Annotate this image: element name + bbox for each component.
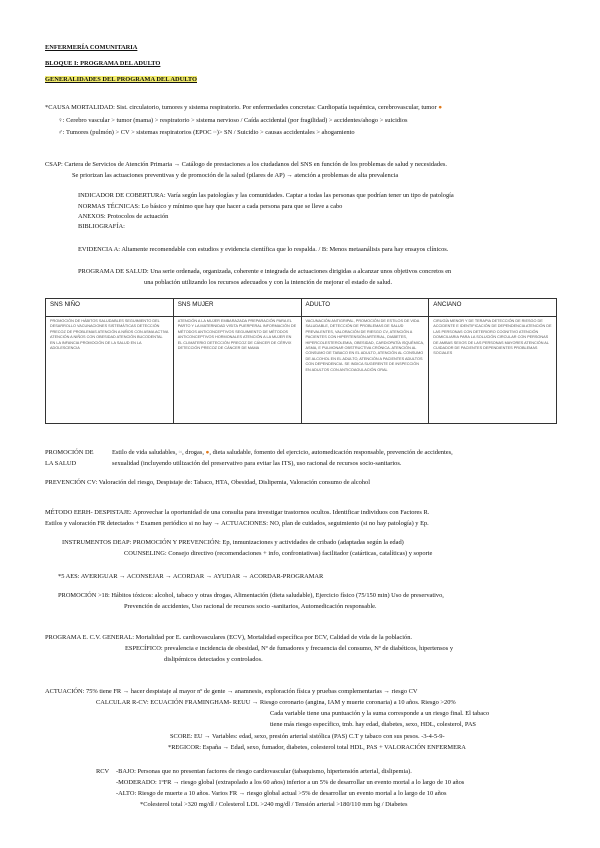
subject-title: ENFERMERÍA COMUNITARIA bbox=[45, 44, 138, 51]
score-line: SCORE: EU → Variables: edad, sexo, presión arterial sistólica (PAS) C.T y tabaco con sus pesos. -3-4-5-9- bbox=[170, 733, 445, 740]
promocion-text-a: Estilo de vida saludables, bbox=[112, 449, 177, 456]
metodo-line-2: Estilos y valoración FR detectados + Examen periódico si no hay → ACTUACIONES: NO, plan de cuidados, seguimiento (si no hay patología) y Ep. bbox=[45, 520, 429, 527]
table-header-cell: ADULTO bbox=[301, 299, 429, 317]
mortality-line-3b-text: )> SN / Suicidio > causas accidentales > ahogamiento bbox=[216, 129, 355, 136]
programa-salud-line-1: PROGRAMA DE SALUD: Una serie ordenada, organizada, coherente e integrada de actuaciones dirigidas a alcanzar unos objetivos concretos en bbox=[78, 268, 452, 275]
mortality-line-1 bbox=[45, 104, 442, 112]
mortality-line-3-text: : Tumores (pulmón) > CV > sistemas respiratorios (EPOC bbox=[62, 129, 212, 136]
table-header-row bbox=[46, 299, 557, 317]
programa-ecv-text-2: prevalencia e incidencia de obesidad, Nº de fumadores y frecuencia del consumo, Nº de diabéticos, hipertensos y bbox=[164, 645, 454, 652]
normas-line: NORMAS TÉCNICAS: Lo básico y mínimo que hay que hacer a cada persona para que se lleve a cabo bbox=[78, 203, 343, 210]
evidencia-line: EVIDENCIA A: Altamente recomendable con estudios y evidencia científica que lo respalda. / B: Menos metaanálisis para hay ensayos clínicos. bbox=[78, 246, 449, 253]
male-symbol-icon: ♂ bbox=[58, 129, 63, 136]
programa-ecv-line-3: dislipémicos detectados y controlados. bbox=[164, 656, 263, 663]
csap-line-1-text: Cartera de Servicios de Atención Primaria → Catálogo de prestaciones a los ciudadanos del SNS en función de los problemas de salud y necesidades. bbox=[64, 161, 447, 168]
rcv-line-2: -MODERADO: 1ºFR → riesgo global (extrapolado a los 60 años) inferior a un 5% de desarrollar un evento mortal a lo largo de 10 años bbox=[116, 779, 465, 786]
programs-table bbox=[45, 298, 557, 424]
block-title: BLOQUE I: PROGRAMA DEL ADULTO bbox=[45, 60, 161, 67]
smoking-emoji-icon: ≈ bbox=[213, 129, 217, 136]
table-row bbox=[46, 317, 557, 424]
metodo-line-1: MÉTODO EERH- DESPISTAJE: Aprovechar la oportunidad de una consulta para investigar trastornos ocultos. Identificar individuos con Factores R. bbox=[45, 509, 430, 516]
actuacion-line-3: Cada variable tiene una puntuación y la suma corresponde a un riesgo final. El tabaco bbox=[270, 710, 490, 717]
instrumentos-line-2: COUNSELING: Consejo directivo (recomendaciones + info, confrontativas) facilitador (catárticas, catalíticas) y soporte bbox=[124, 550, 433, 557]
programa-ecv-text-1: Mortalidad por E. cardiovasculares (ECV), Mortalidad específica por ECV, Calidad de vida de la población. bbox=[135, 634, 412, 641]
mortality-line-2-text: : Cerebro vascular > tumor (mama) > respiratorio > sistema nervioso / Caída accidental (por fragilidad) > accidentes/ahogo > suicidios bbox=[62, 117, 408, 124]
cinco-aes-line: *5 AES: AVERIGUAR → ACONSEJAR → ACORDAR → AYUDAR → ACORDAR-PROGRAMAR bbox=[58, 573, 324, 580]
programa-ecv-label-2: ESPECÍFICO: bbox=[125, 645, 163, 652]
rcv-label: RCV bbox=[96, 768, 110, 775]
programa-salud-line-2: una población utilizando los recursos adecuados y con la intención de mejorar el estado de salud. bbox=[144, 279, 393, 286]
actuacion-line-4: tiene más riesgo específico, tmb. hay edad, diabetes, sexo, HDL, colesterol, PAS bbox=[270, 721, 476, 728]
rcv-line-4: *Colesterol total >320 mg/dl / Colesterol LDL >240 mg/dl / Tensión arterial >180/110 mm hg / Diabetes bbox=[140, 801, 408, 808]
actuacion-line-2: CALCULAR R-CV: ECUACIÓN FRAMINGHAM- REUU → Riesgo coronario (angina, IAM y muerte coronaria) a 10 años. Riesgo >20% bbox=[96, 699, 456, 706]
mortality-line-3 bbox=[58, 129, 355, 137]
mortality-line-1-text: *CAUSA MORTALIDAD: Sist. circulatorio, tumores y sistema respiratorio. Por enfermedades concretas: Cardiopatía isquémica, cerebrovascular, tumor bbox=[45, 104, 437, 111]
promocion-18-line-2: Prevención de accidentes, Uso racional de recursos socio -sanitarios, Automedicación responsable. bbox=[124, 603, 377, 610]
rcv-line-1: -BAJO: Personas que no presentan factores de riesgo cardiovascular (tabaquismo, hipertensión arterial, dislipemia). bbox=[116, 768, 412, 775]
indicador-line: INDICADOR DE COBERTURA: Varía según las patologías y las comunidades. Captar a todas las personas que podrían tener un tipo de patología bbox=[78, 192, 454, 199]
csap-line-1 bbox=[45, 161, 447, 169]
table-cell: CIRUGÍA MENOR Y DE TERAPIA DETECCIÓN DE RIESGO DE ACCIDENTE E IDENTIFICACIÓN DE DEPENDENCIA ATENCIÓN DE LAS PERSONAS CON DETERIORO COGNITIVO ATENCIÓN DOMICILIARIA PARA LA SOLUCIÓN CIRCULAR CON PERSONAS DE AMBAS SEXOS DE LAS PERSONAS MAYORES ATENCIÓN AL CUIDADOR DE PACIENTES DEPENDIENTES PROBLEMAS SOCIALES bbox=[429, 317, 557, 424]
mortality-line-2 bbox=[58, 117, 408, 125]
prevencion-text: Valoración del riesgo, Despistaje de: Tabaco, HTA, Obesidad, Dislipemia, Valoración consumo de alcohol bbox=[98, 479, 370, 486]
table-cell: VACUNACIÓN ANTIGRIPAL, PROMOCIÓN DE ESTILOS DE VIDA SALUDABLE, DETECCIÓN DE PROBLEMAS DE SALUD PREVALENTES, VALORACIÓN DE RIESGO CV, ATENCIÓN A PACIENTES CON HIPERTENSIÓN ARTERIAL, DIABETES, HIPERCOLESTEROLEMIA, OBESIDAD, CARDIOPATÍA ISQUÉMICA, ASMA, E PULMONAR OBSTRUCTIVA CRÓNICA. ATENCIÓN AL CONSUMO DE TABACO EN EL ADULTO, ATENCIÓN AL CONSUMO DE ALCOHOL EN EL ADULTO, ATENCIÓN A PACIENTES ADULTOS CON DEPENDENCIA. SE INDICA SUGERENTE DE INSPECCIÓN EN ADULTOS CON ANTICOAGULACIÓN ORAL bbox=[301, 317, 429, 424]
promocion-text-b: , drogas, bbox=[182, 449, 204, 456]
csap-line-2: Se priorizan las actuaciones preventivas y de promoción de la salud (pilares de AP) → atención a problemas de alta prevalencia bbox=[72, 172, 399, 179]
rcv-line-3: -ALTO: Riesgo de muerte a 10 años. Varios FR → riesgo global actual >5% de desarrollar un evento mortal a lo largo de 10 años bbox=[116, 790, 447, 797]
promocion-label-1: PROMOCIÓN DE bbox=[45, 449, 94, 456]
anexos-line: ANEXOS: Protocolos de actuación bbox=[78, 213, 169, 220]
actuacion-line-1: ACTUACIÓN: 75% tiene FR → hacer despistaje al mayor nº de gente → anamnesis, exploración física y pruebas complementarias → riesgo CV bbox=[45, 688, 418, 695]
programa-ecv-line-1 bbox=[45, 634, 412, 642]
promocion-18-line-1: PROMOCIÓN >18: Hábitos tóxicos: alcohol, tabaco y otras drogas, Alimentación (dieta saludable), Ejercicio físico (75/150 min) Uso de preservativo, bbox=[58, 592, 444, 599]
csap-label: CSAP: bbox=[45, 161, 63, 168]
programa-ecv-label: PROGRAMA E. C.V. GENERAL: bbox=[45, 634, 135, 641]
table-header-cell: ANCIANO bbox=[429, 299, 557, 317]
instrumentos-line-1: INSTRUMENTOS DEAP: PROMOCIÓN Y PREVENCIÓN: Ep, inmunizaciones y actividades de cribado (adaptadas según la edad) bbox=[62, 539, 404, 546]
promocion-label-2: LA SALUD bbox=[45, 460, 77, 467]
prevencion-line bbox=[45, 479, 370, 487]
section-title bbox=[45, 76, 197, 84]
table-cell: PROMOCIÓN DE HÁBITOS SALUDABLES SEGUIMIENTO DEL DESARROLLO VACUNACIONES SISTEMÁTICAS DETECCIÓN PRECOZ DE PROBLEMAS ATENCIÓN A NIÑOS CON ASMA ACTIVA ATENCIÓN A NIÑOS CON OBESIDAD ATENCIÓN BUCODENTAL EN LA INFANCIA PROMOCIÓN DE LA SALUD EN LA ADOLESCENCIA bbox=[46, 317, 174, 424]
programa-ecv-line-2 bbox=[125, 645, 453, 653]
table-header-cell: SNS MUJER bbox=[173, 299, 301, 317]
orange-fruit-icon: ● bbox=[205, 449, 210, 456]
prevencion-label: PREVENCIÓN CV: bbox=[45, 479, 98, 486]
table-header-cell: SNS NIÑO bbox=[46, 299, 174, 317]
section-title-text: GENERALIDADES DEL PROGRAMA DEL ADULTO bbox=[45, 76, 197, 83]
promocion-line-2: sexualidad (incluyendo utilización del preservativo para evitar las ITS), uso racional de recursos socio-sanitarios. bbox=[112, 460, 402, 467]
table-cell: ATENCIÓN A LA MUJER EMBARAZADA PREPARACIÓN PARA EL PARTO Y LA MATERNIDAD VISITA PUERPERAL INFORMACIÓN DE MÉTODOS ANTICONCEPTIVOS SEGUIMIENTO DE MÉTODOS ANTICONCEPTIVOS HORMONALES ATENCIÓN A LA MUJER EN EL CLIMATERIO DETECCIÓN PRECOZ DE CÁNCER DE CÉRVIX DETECCIÓN PRECOZ DE CÁNCER DE MAMA bbox=[173, 317, 301, 424]
regicor-line: *REGICOR: España → Edad, sexo, fumador, diabetes, colesterol total HDL, PAS + VALORACIÓN ENFERMERA bbox=[168, 744, 466, 751]
fire-emoji-icon: ● bbox=[438, 104, 443, 111]
promocion-line-1 bbox=[112, 449, 453, 457]
female-symbol-icon: ♀ bbox=[58, 117, 63, 124]
smoking-emoji-icon: ≈ bbox=[178, 449, 183, 456]
promocion-text-c: , dieta saludable, fomento del ejercicio, automedicación responsable, prevención de accidentes, bbox=[209, 449, 453, 456]
bibliografia-line: BIBLIOGRAFÍA: bbox=[78, 223, 125, 230]
